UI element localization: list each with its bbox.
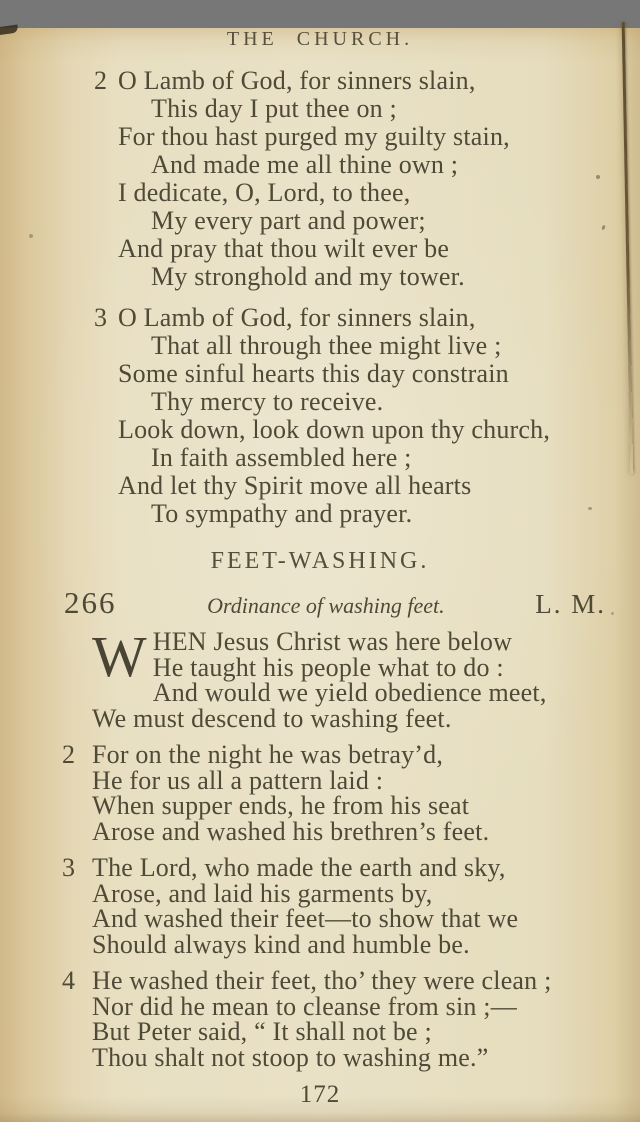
verse-number: 2: [94, 66, 108, 95]
hymn-meter: L. M.: [535, 589, 606, 619]
hymn-line: This day I put thee on ;: [151, 94, 397, 123]
hymn-line: In faith assembled here ;: [151, 443, 412, 472]
section-heading: FEET-WASHING.: [210, 548, 430, 574]
hymn-line: He taught his people what to do :: [152, 652, 504, 682]
hymn-line: My every part and power;: [151, 206, 426, 235]
hymn-line: O Lamb of God, for sinners slain,: [118, 303, 476, 332]
hymn-line: And pray that thou wilt ever be: [118, 234, 450, 263]
stanza: [0, 304, 640, 528]
hymn-line: We must descend to washing feet.: [92, 703, 452, 733]
stanza: [0, 67, 640, 291]
hymn-line: He washed their feet, tho’ they were clean ;: [92, 966, 552, 995]
page-number: 172: [299, 1081, 341, 1108]
hymn-line: That all through thee might live ;: [151, 331, 502, 360]
hymn-line: For on the night he was betray’d,: [92, 740, 444, 769]
hymn-line: But Peter said, “ It shall not be ;: [92, 1017, 432, 1046]
hymn-line: Thy mercy to receive.: [151, 387, 384, 416]
verse-number: 4: [62, 966, 75, 995]
hymn-line: Should always kind and humble be.: [92, 929, 470, 959]
hymn-line: Some sinful hearts this day constrain: [118, 359, 509, 388]
stanza: [0, 624, 640, 733]
hymn-line: And let thy Spirit move all hearts: [118, 471, 472, 500]
hymn-line: Look down, look down upon thy church,: [118, 415, 551, 444]
hymn-line: To sympathy and prayer.: [151, 499, 413, 528]
verse-number: 2: [62, 740, 75, 769]
hymn-line: Arose and washed his brethren’s feet.: [92, 816, 490, 846]
hymn-line: My stronghold and my tower.: [151, 262, 465, 291]
hymn-line: Thou shalt not stoop to washing me.”: [92, 1042, 489, 1072]
stanza: [0, 742, 640, 844]
stanza: [0, 968, 640, 1070]
hymn-line: The Lord, who made the earth and sky,: [92, 853, 506, 882]
hymn-body: [0, 624, 640, 1072]
hymn-line: And would we yield obedience meet,: [152, 678, 547, 707]
hymn-line: O Lamb of God, for sinners slain,: [118, 66, 476, 95]
drop-cap: W: [92, 624, 147, 689]
previous-hymn: [0, 67, 640, 528]
hymn-line: When supper ends, he from his seat: [92, 791, 470, 820]
hymn-subtitle: Ordinance of washing feet.: [207, 593, 445, 618]
verse-number: 3: [62, 853, 75, 882]
hymn-line: Nor did he mean to cleanse from sin ;—: [92, 991, 517, 1021]
hymn-title-row: [0, 585, 640, 621]
paper-speck: [611, 612, 614, 615]
hymn-line: HEN Jesus Christ was here below: [152, 627, 513, 656]
stanza: [0, 855, 640, 957]
running-header: THE CHURCH.: [226, 28, 414, 50]
hymn-line: And washed their feet—to show that we: [92, 904, 519, 933]
hymn-line: For thou hast purged my guilty stain,: [118, 122, 510, 151]
hymn-line: I dedicate, O, Lord, to thee,: [118, 178, 411, 207]
book-page: [0, 28, 640, 1122]
hymn-line: He for us all a pattern laid :: [92, 765, 384, 795]
hymn-number: 266: [64, 585, 117, 620]
verse-number: 3: [94, 303, 108, 332]
hymn-line: Arose, and laid his garments by,: [92, 878, 433, 908]
hymn-line: And made me all thine own ;: [151, 150, 459, 179]
